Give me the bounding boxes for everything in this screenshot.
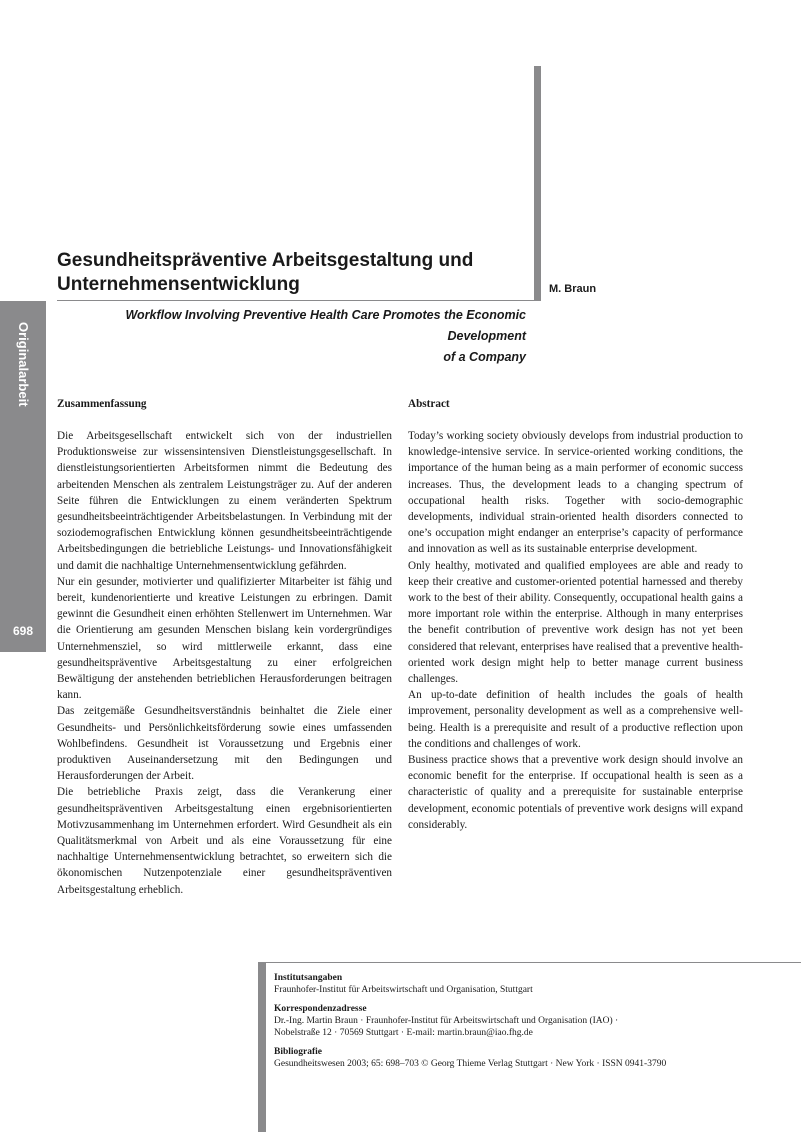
zusammenfassung-column bbox=[57, 396, 392, 898]
abstract-paragraph: Only healthy, motivated and qualified employees are able and ready to keep their creative and customer-oriented potential harnessed and thereby work to the best of their ability. Consequently, occupational health gains a more important role within the enterprise. Although in many enterprises the benefit contribution of preventive work design has not yet been considered that relevant, enterprises have realised that a preventive health-oriented work design might help to better manage current business challenges. bbox=[408, 559, 743, 686]
subtitle-line-1: Workflow Involving Preventive Health Care Promotes the Economic Development bbox=[125, 308, 526, 343]
header-accent-bar bbox=[534, 66, 541, 300]
zusammenfassung-paragraph: Die betriebliche Praxis zeigt, dass die Verankerung einer gesundheitspräventiven Arbeitsgestaltung einen ergebnisorientierten Motivzusammenhang im Unternehmen erfordert. Wird Gesundheit als ein Qualitätsmerkmal von Arbeit und als eine Voraussetzung für eine nachhaltige Unternehmensentwicklung betrachtet, so erweitern sich die ökonomischen Nutzenpotenziale einer gesundheitspräventiven Arbeitsgestaltung erheblich. bbox=[57, 786, 392, 896]
abstract-paragraph: An up-to-date definition of health includes the goals of health improvement, personality development as well as a comprehensive well-being. Health is a prerequisite and result of a productive reflection upon the conditions and challenges of work. bbox=[408, 689, 743, 750]
institution-block bbox=[274, 972, 794, 996]
title-line-2: Unternehmensentwicklung bbox=[57, 274, 300, 295]
institution-heading: Institutsangaben bbox=[274, 973, 343, 983]
zusammenfassung-paragraph: Die Arbeitsgesellschaft entwickelt sich von der industriellen Produktionsweise zur wissensintensiven Dienstleistungsgesellschaft. In dienstleistungsorientierten Arbeitsformen nimmt die Bedeutung des arbeitenden Menschen als zentralem Leistungsträger zu. Auf der anderen Seite führen die Entwicklungen zu einem veränderten Spektrum gesundheitsbeeinträchtigender Arbeitsbelastungen. In Verbindung mit der soziodemografischen Entwicklung können gesundheitsbeeinträchtigende Arbeitsbedingungen die betriebliche Leistungs- und Innovationsfähigkeit und damit die nachhaltige Unternehmensentwicklung gefährden. bbox=[57, 430, 392, 572]
abstract-column bbox=[408, 396, 743, 833]
footer-accent-bar bbox=[258, 963, 266, 1132]
zusammenfassung-heading: Zusammenfassung bbox=[57, 398, 147, 410]
subtitle-line-2: of a Company bbox=[443, 350, 526, 364]
correspondence-heading: Korrespondenzadresse bbox=[274, 1004, 367, 1014]
article-info-footer bbox=[274, 972, 794, 1077]
zusammenfassung-paragraph: Das zeitgemäße Gesundheitsverständnis beinhaltet die Ziele einer Gesundheits- und Persönlichkeitsförderung sowie eines umfassenden Wohlbefindens. Gesundheit ist Voraussetzung und Ergebnis einer produktiven Auseinandersetzung mit den Bedingungen und Herausforderungen der Arbeit. bbox=[57, 705, 392, 783]
article-subtitle bbox=[57, 305, 526, 368]
article-title bbox=[57, 249, 527, 297]
bibliography-block bbox=[274, 1046, 794, 1070]
zusammenfassung-paragraph: Nur ein gesunder, motivierter und qualifizierter Mitarbeiter ist fähig und bereit, kundenorientierte und kreative Leistungen zu erbringen. Damit gewinnt die Gesundheit einen erhöhten Stellenwert im Unternehmen. War die Orientierung am gesunden Menschen bislang kein vordergründiges Unternehmensziel, so wird mittlerweile erkannt, dass eine gesundheitspräventive Arbeitsgestaltung zu einer erfolgreichen Bewältigung der anstehenden betrieblichen Herausforderungen beitragen kann. bbox=[57, 575, 392, 702]
correspondence-line: Nobelstraße 12 · 70569 Stuttgart · E-mail: martin.braun@iao.fhg.de bbox=[274, 1028, 533, 1038]
bibliography-text: Gesundheitswesen 2003; 65: 698–703 © Georg Thieme Verlag Stuttgart · New York · ISSN 0941-3790 bbox=[274, 1059, 667, 1069]
correspondence-line: Dr.-Ing. Martin Braun · Fraunhofer-Institut für Arbeitswirtschaft und Organisation (IAO) · bbox=[274, 1016, 619, 1026]
institution-text: Fraunhofer-Institut für Arbeitswirtschaft und Organisation, Stuttgart bbox=[274, 985, 533, 995]
page-number: 698 bbox=[12, 624, 34, 638]
bibliography-heading: Bibliografie bbox=[274, 1047, 323, 1057]
article-type-label bbox=[10, 322, 36, 422]
correspondence-block bbox=[274, 1003, 794, 1039]
article-type-text: Originalarbeit bbox=[16, 322, 31, 407]
title-divider bbox=[57, 300, 541, 301]
abstract-paragraph: Today’s working society obviously develops from industrial production to knowledge-intensive service. In service-oriented working conditions, the importance of the human being as a main performer of economic success increases. Thus, the development leads to a changing spectrum of occupational health risks. Together with socio-demographic developments, individual strain-oriented health disorders connected to one’s occupation might endanger an enterprise’s capacity of performance and innovation as well as its sustainable enterprise development. bbox=[408, 430, 743, 556]
abstract-paragraph: Business practice shows that a preventive work design should involve an economic benefit for the enterprise. If occupational health is seen as a characteristic of quality and a prerequisite for sustainable enterprise development, economic potentials of preventive work designs will expand considerably. bbox=[408, 754, 743, 831]
title-line-1: Gesundheitspräventive Arbeitsgestaltung und bbox=[57, 250, 474, 271]
footer-divider bbox=[258, 962, 801, 963]
abstract-heading: Abstract bbox=[408, 398, 450, 410]
author-name: M. Braun bbox=[549, 283, 597, 295]
